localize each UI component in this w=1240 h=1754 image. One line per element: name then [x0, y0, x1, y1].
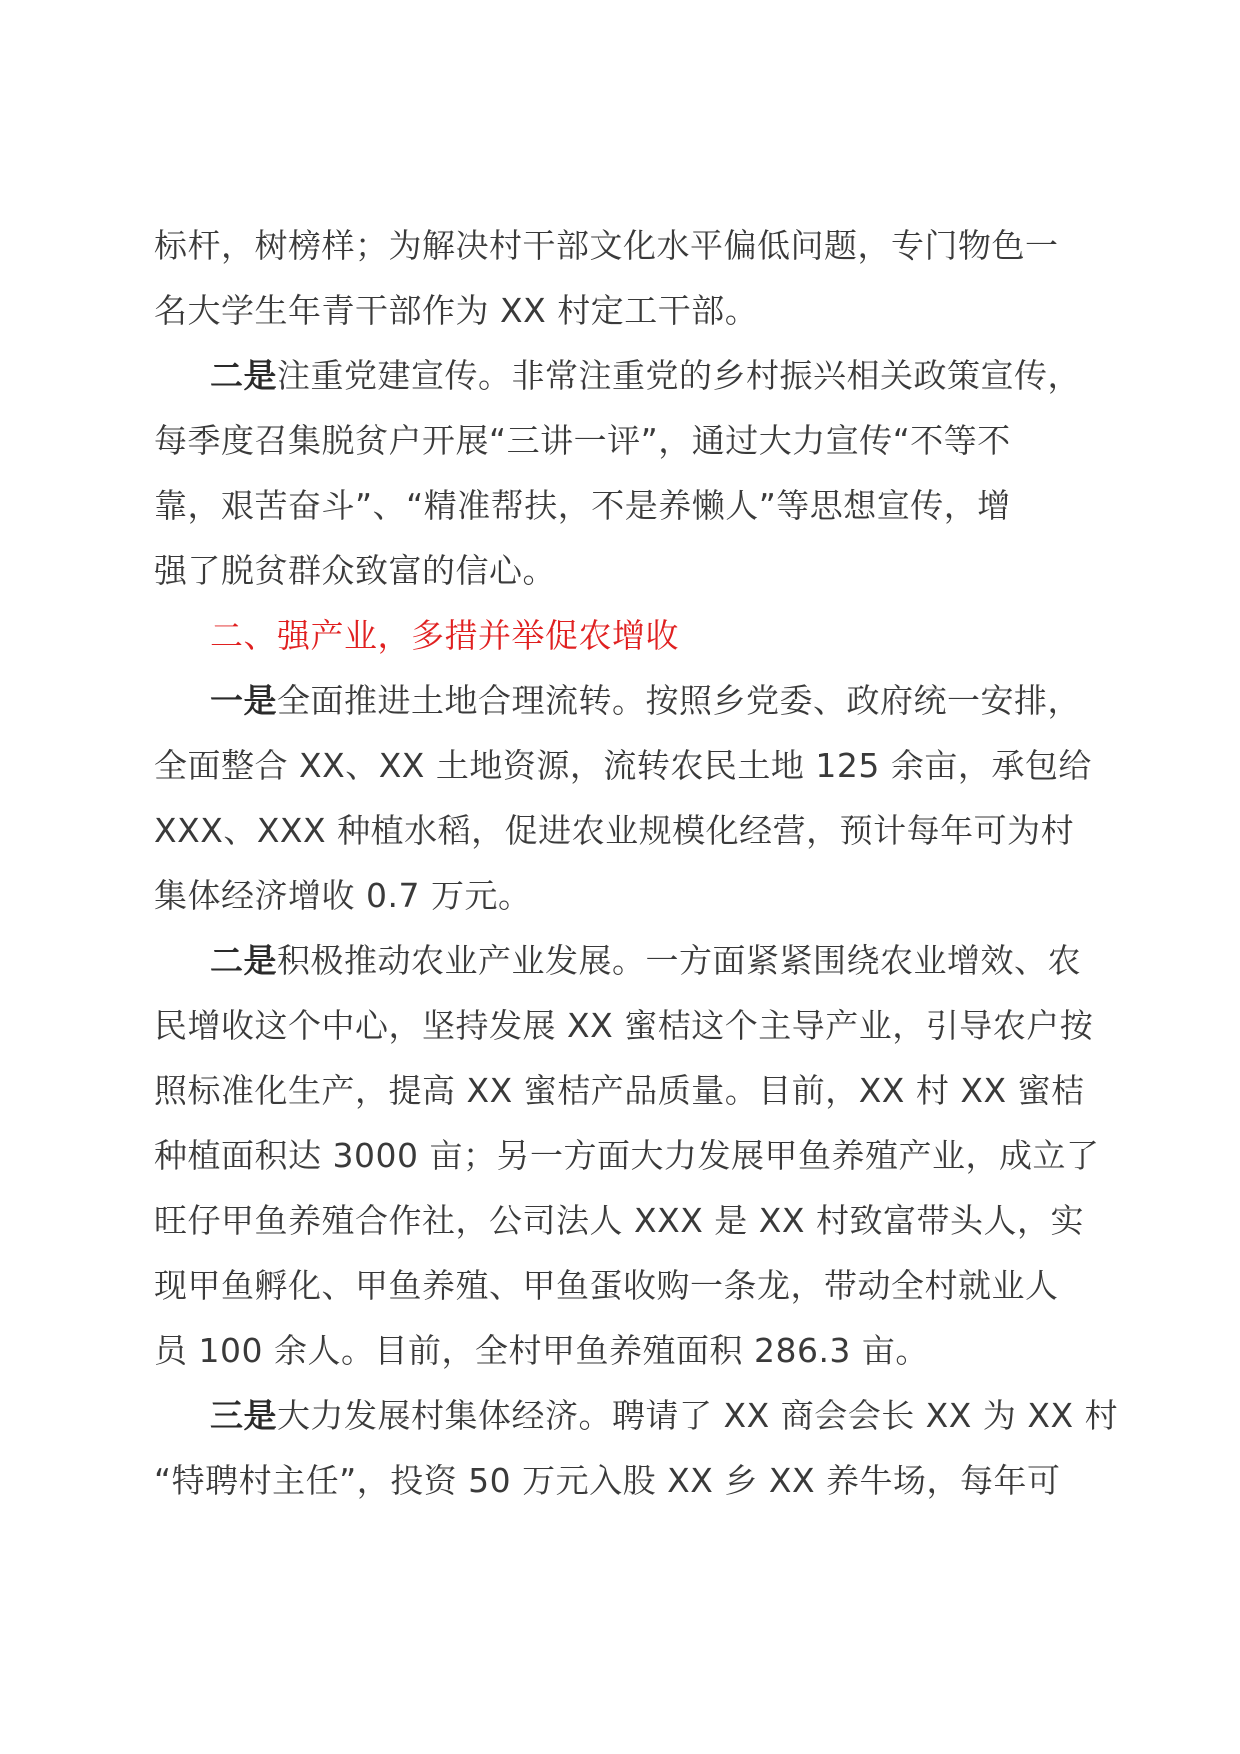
text-line: XXX、XXX 种植水稻，促进农业规模化经营，预计每年可为村 [154, 811, 1075, 850]
paragraph-first-line-text: 注重党建宣传。非常注重党的乡村振兴相关政策宣传， [277, 356, 1081, 395]
paragraph-lead: 三是 [210, 1396, 277, 1435]
paragraph-land-transfer [154, 668, 1092, 928]
paragraph-party-publicity [154, 343, 1089, 603]
paragraph-lead: 二是 [210, 356, 277, 395]
paragraph-continuation [154, 213, 1089, 343]
text-line: 集体经济增收 0.7 万元。 [154, 876, 532, 915]
paragraph-lead: 一是 [210, 681, 277, 720]
paragraph-lead: 二是 [210, 941, 277, 980]
text-line: 强了脱贫群众致富的信心。 [154, 551, 556, 590]
text-line: 标杆，树榜样；为解决村干部文化水平偏低问题，专门物色一 [154, 226, 1059, 265]
paragraph-first-line [154, 668, 1089, 733]
paragraph-first-line [154, 928, 1089, 993]
text-line: 名大学生年青干部作为 XX 村定工干部。 [154, 291, 759, 330]
paragraph-first-line [154, 1383, 1119, 1448]
section-heading: 二、强产业，多措并举促农增收 [210, 616, 679, 655]
text-line: 靠，艰苦奋斗”、“精准帮扶，不是养懒人”等思想宣传，增 [154, 486, 1011, 525]
paragraph-first-line-text: 全面推进土地合理流转。按照乡党委、政府统一安排， [277, 681, 1081, 720]
text-line: 员 100 余人。目前，全村甲鱼养殖面积 286.3 亩。 [154, 1331, 929, 1370]
text-line: 照标准化生产，提高 XX 蜜桔产品质量。目前，XX 村 XX 蜜桔 [154, 1071, 1085, 1110]
text-line: 现甲鱼孵化、甲鱼养殖、甲鱼蛋收购一条龙，带动全村就业人 [154, 1266, 1059, 1305]
paragraph-agriculture-industry [154, 928, 1100, 1383]
paragraph-collective-economy [154, 1383, 1119, 1513]
document-page [154, 213, 1119, 1513]
paragraph-first-line-text: 积极推动农业产业发展。一方面紧紧围绕农业增效、农 [277, 941, 1081, 980]
paragraph-first-line-text: 大力发展村集体经济。聘请了 XX 商会会长 XX 为 XX 村 [277, 1396, 1119, 1435]
text-line: “特聘村主任”，投资 50 万元入股 XX 乡 XX 养牛场，每年可 [154, 1461, 1061, 1500]
text-line: 全面整合 XX、XX 土地资源，流转农民土地 125 余亩，承包给 [154, 746, 1092, 785]
paragraph-first-line [154, 343, 1089, 408]
text-line: 民增收这个中心，坚持发展 XX 蜜桔这个主导产业，引导农户按 [154, 1006, 1094, 1045]
text-line: 旺仔甲鱼养殖合作社，公司法人 XXX 是 XX 村致富带头人，实 [154, 1201, 1084, 1240]
text-line: 种植面积达 3000 亩；另一方面大力发展甲鱼养殖产业，成立了 [154, 1136, 1100, 1175]
text-line: 每季度召集脱贫户开展“三讲一评”，通过大力宣传“不等不 [154, 421, 1011, 460]
